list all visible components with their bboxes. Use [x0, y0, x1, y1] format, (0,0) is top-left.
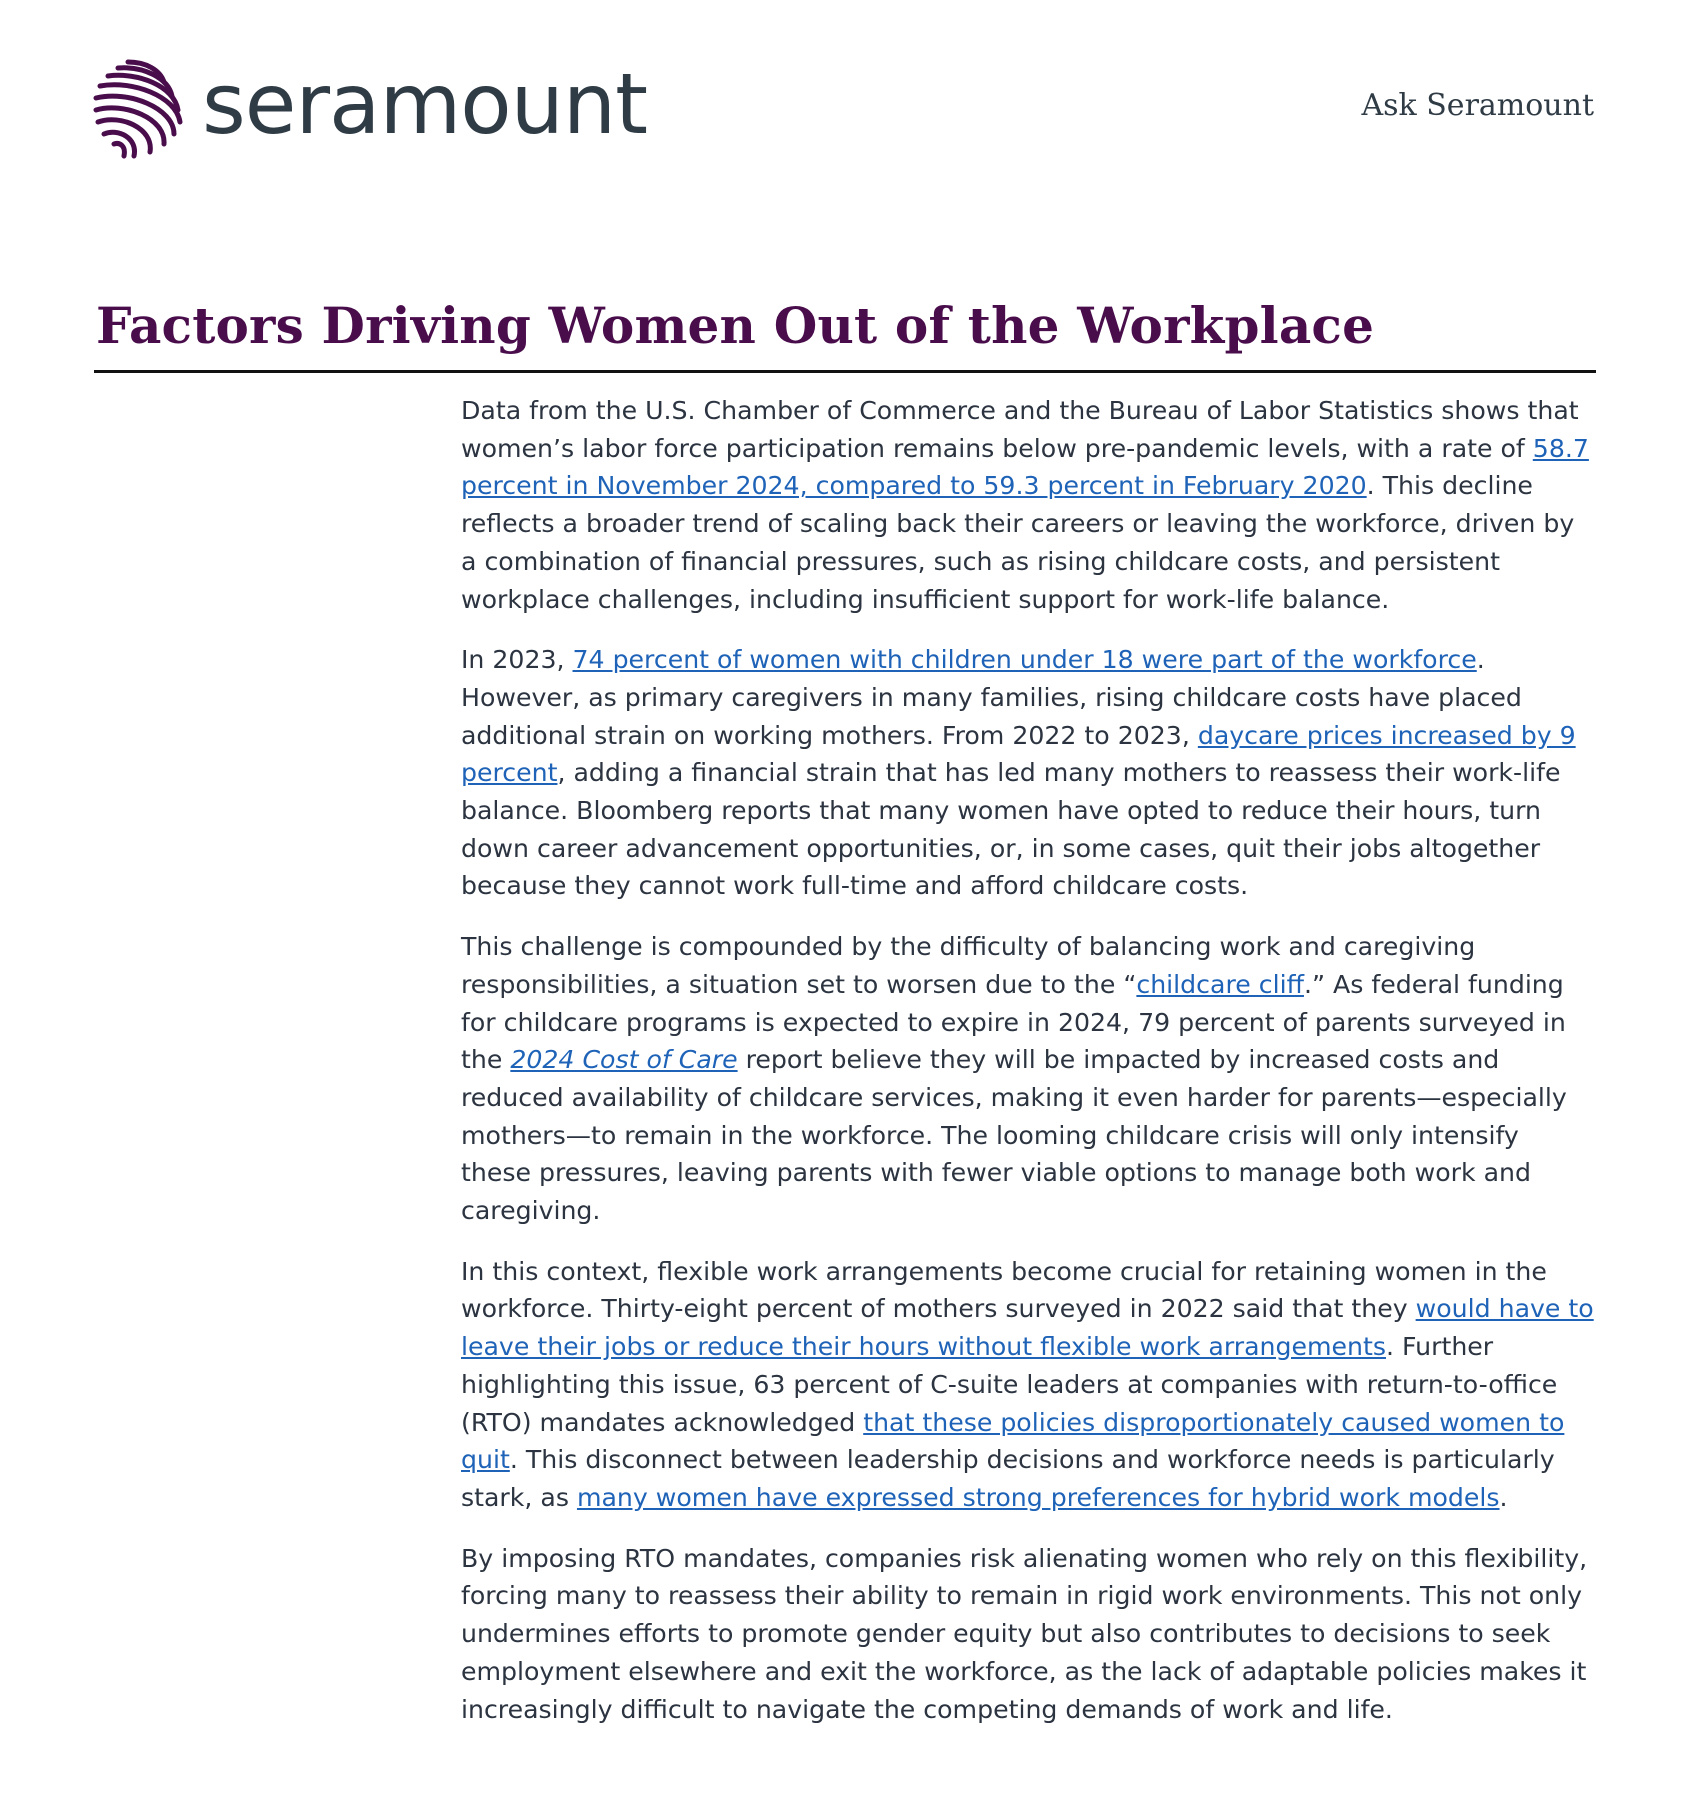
seramount-swirl-icon — [88, 56, 188, 160]
paragraph-text: . However, as primary caregivers in many families, rising childcare costs have placed additional strain on working mothers. From 2022 to 2023, — [461, 645, 1522, 750]
link-flexible-work-arrangements[interactable]: would have to leave their jobs or reduce their hours without flexible work arrangements — [461, 1294, 1594, 1362]
link-childcare-cliff[interactable]: childcare cliff — [1136, 969, 1304, 999]
paragraph-text: In 2023, — [461, 645, 573, 675]
paragraph-1 — [461, 392, 1596, 618]
article-title: Factors Driving Women Out of the Workplace — [96, 296, 1375, 355]
paragraph-text: . This decline reflects a broader trend of scaling back their careers or leaving the workforce, driven by a combination of financial pressures, such as rising childcare costs, and persistent workplace challenges, including insufficient support for work-life balance. — [461, 471, 1575, 614]
paragraph-text: . — [1499, 1482, 1508, 1512]
link-labor-force-participation[interactable]: 58.7 percent in November 2024, compared to 59.3 percent in February 2020 — [461, 433, 1589, 501]
link-women-with-children[interactable]: 74 percent of women with children under 18 were part of the workforce — [572, 645, 1477, 675]
link-cost-of-care-report[interactable]: 2024 Cost of Care — [510, 1045, 738, 1075]
paragraph-3 — [461, 928, 1596, 1230]
paragraph-4 — [461, 1253, 1596, 1517]
article-body — [461, 392, 1596, 1751]
link-daycare-prices[interactable]: daycare prices increased by 9 percent — [461, 720, 1576, 788]
link-hybrid-work-models[interactable]: many women have expressed strong preferences for hybrid work models — [576, 1482, 1500, 1512]
page-header — [0, 0, 1690, 200]
paragraph-5 — [461, 1540, 1596, 1729]
paragraph-text: , adding a financial strain that has led many mothers to reassess their work-life balance. Bloomberg reports that many women have opted to reduce their hours, turn down career advancement opportunities, or, in some cases, quit their jobs altogether because they cannot work full-time and afford childcare costs. — [461, 758, 1561, 901]
brand-name: seramount — [202, 55, 648, 153]
paragraph-text: . This disconnect between leadership decisions and workforce needs is particularly stark, as — [461, 1445, 1555, 1512]
paragraph-text: By imposing RTO mandates, companies risk alienating women who rely on this flexibility, forcing many to reassess their ability to remain in rigid work environments. This not only undermines efforts to promote gender equity but also contributes to decisions to seek employment elsewhere and exit the workforce, as the lack of adaptable policies makes it increasingly difficult to navigate the competing demands of work and life. — [461, 1543, 1588, 1724]
paragraph-text: .” As federal funding for childcare programs is expected to expire in 2024, 79 percent of parents surveyed in the — [461, 969, 1566, 1075]
title-divider — [94, 370, 1596, 373]
ask-seramount-link[interactable]: Ask Seramount — [1361, 88, 1594, 123]
paragraph-text: This challenge is compounded by the difficulty of balancing work and caregiving responsibilities, a situation set to worsen due to the “ — [461, 932, 1476, 999]
paragraph-text: report believe they will be impacted by increased costs and reduced availability of childcare services, making it even harder for parents—especially mothers—to remain in the workforce. The looming childcare crisis will only intensify these pressures, leaving parents with fewer viable options to manage both work and caregiving. — [461, 1045, 1567, 1226]
paragraph-2 — [461, 641, 1596, 905]
seramount-logo[interactable] — [88, 56, 647, 160]
paragraph-text: . Further highlighting this issue, 63 percent of C-suite leaders at companies with return-to-office (RTO) mandates acknowledged — [461, 1332, 1558, 1437]
paragraph-text: Data from the U.S. Chamber of Commerce and the Bureau of Labor Statistics shows that women’s labor force participation remains below pre-pandemic levels, with a rate of — [461, 396, 1579, 463]
link-rto-policies[interactable]: that these policies disproportionately caused women to quit — [461, 1407, 1565, 1475]
paragraph-text: In this context, flexible work arrangements become crucial for retaining women in the workforce. Thirty-eight percent of mothers surveyed in 2022 said that they — [461, 1256, 1547, 1324]
